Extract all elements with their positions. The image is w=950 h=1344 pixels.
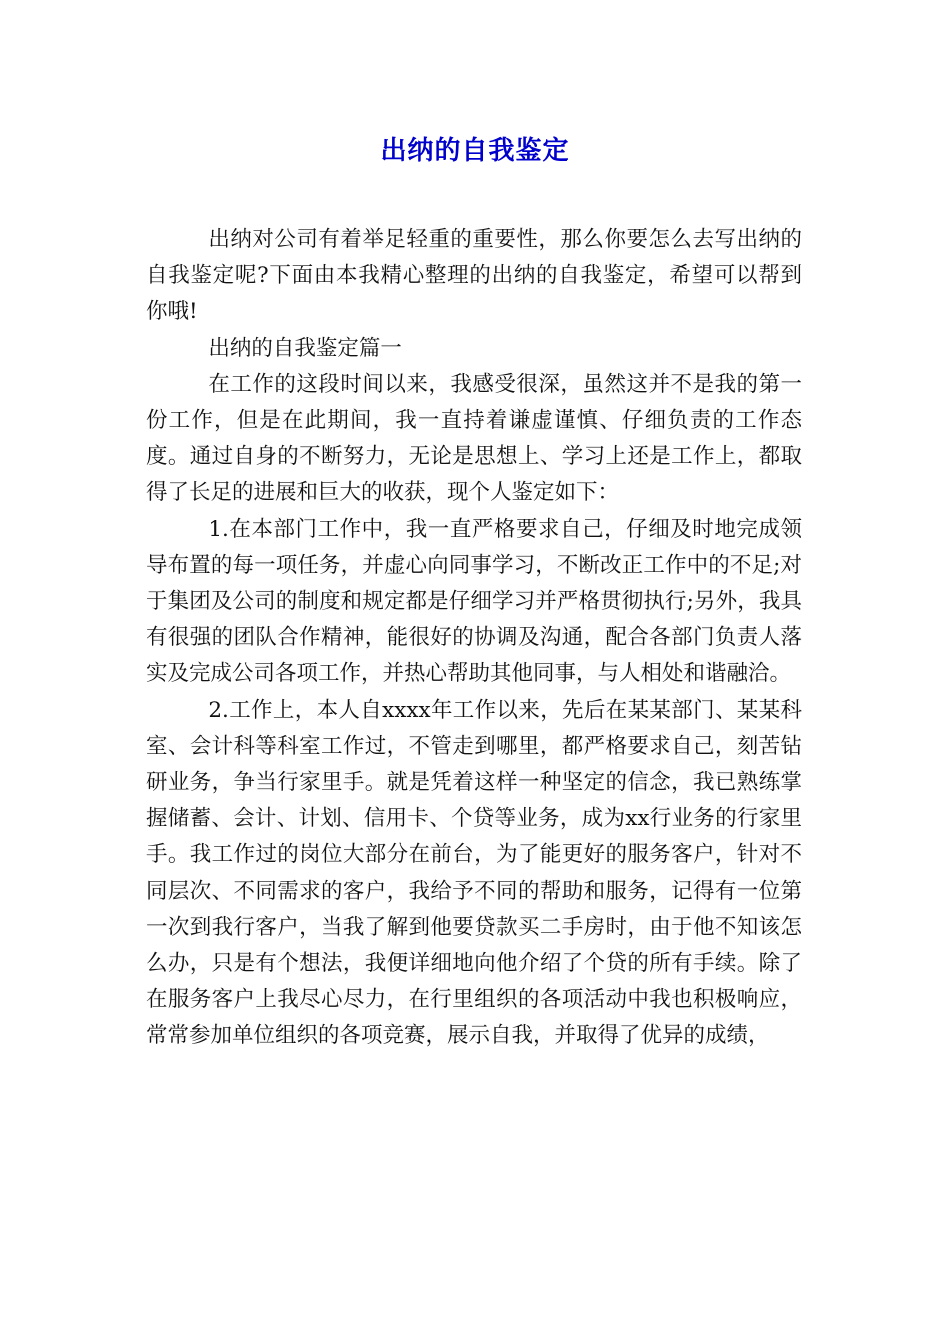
document-title: 出纳的自我鉴定 — [380, 136, 570, 166]
body-paragraph: 1.在本部门工作中，我一直严格要求自己，仔细及时地完成领导布置的每一项任务，并虚心向同事学习，不断改正工作中的不足;对于集团及公司的制度和规定都是仔细学习并严格贯彻执行;另外，我具有很强的团队合作精神，能很好的协调及沟通，配合各部门负责人落实及完成公司各项工作，并热心帮助其他同事，与人相处和谐融洽。 — [146, 516, 802, 687]
body-paragraph: 在工作的这段时间以来，我感受很深，虽然这并不是我的第一份工作，但是在此期间，我一直持着谦虚谨慎、仔细负责的工作态度。通过自身的不断努力，无论是思想上、学习上还是工作上，都取得了长足的进展和巨大的收获，现个人鉴定如下： — [146, 371, 802, 506]
section-heading: 出纳的自我鉴定篇一 — [208, 335, 402, 361]
intro-paragraph: 出纳对公司有着举足轻重的重要性，那么你要怎么去写出纳的自我鉴定呢?下面由本我精心整理的出纳的自我鉴定，希望可以帮到你哦! — [146, 227, 802, 325]
document-body — [146, 222, 802, 1055]
body-paragraph: 2.工作上，本人自xxxx年工作以来，先后在某某部门、某某科室、会计科等科室工作过，不管走到哪里，都严格要求自己，刻苦钻研业务，争当行家里手。就是凭着这样一种坚定的信念，我已熟练掌握储蓄、会计、计划、信用卡、个贷等业务，成为xx行业务的行家里手。我工作过的岗位大部分在前台，为了能更好的服务客户，针对不同层次、不同需求的客户，我给予不同的帮助和服务，记得有一位第一次到我行客户，当我了解到他要贷款买二手房时，由于他不知该怎么办，只是有个想法，我便详细地向他介绍了个贷的所有手续。除了在服务客户上我尽心尽力，在行里组织的各项活动中我也积极响应，常常参加单位组织的各项竞赛，展示自我，并取得了优异的成绩， — [146, 697, 802, 1049]
